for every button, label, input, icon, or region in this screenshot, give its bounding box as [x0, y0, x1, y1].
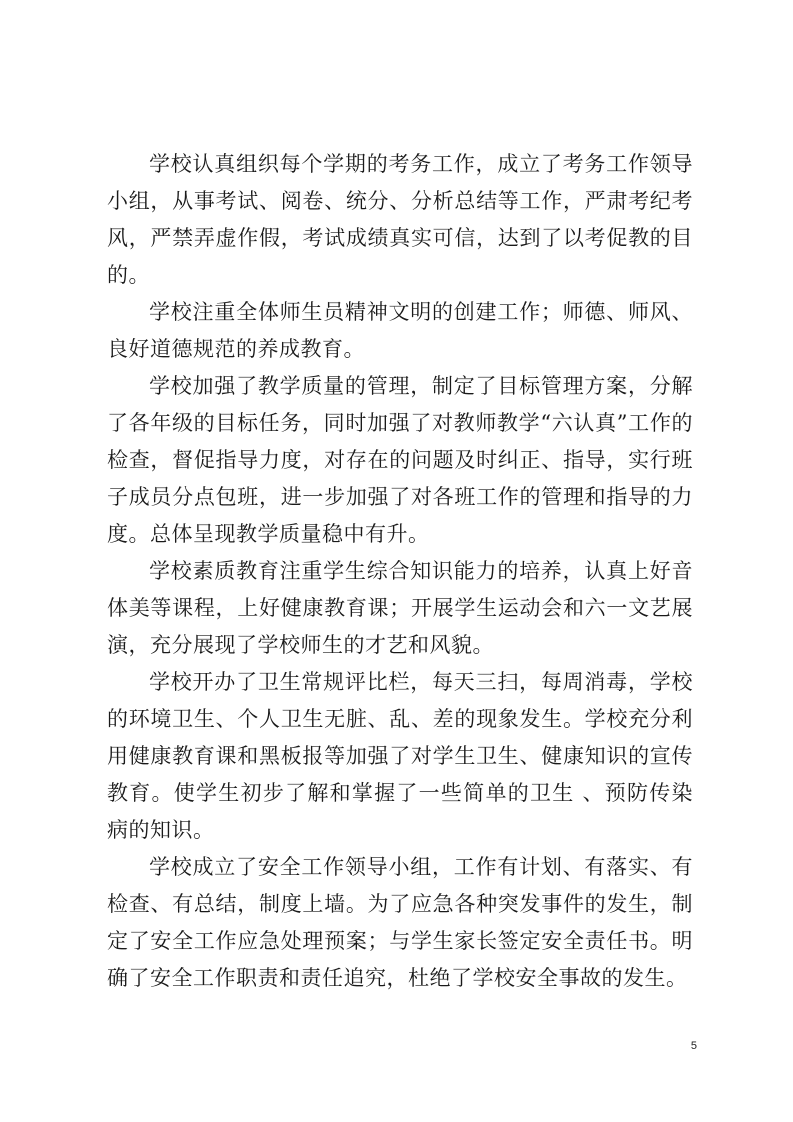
page-number: 5	[690, 1040, 697, 1052]
document-body	[107, 146, 693, 997]
paragraph-safety: 学校成立了安全工作领导小组，工作有计划、有落实、有检查、有总结，制度上墙。为了应急各种突发事件的发生，制定了安全工作应急处理预案；与学生家长签定安全责任书。明确了安全工作职责和责任追究，杜绝了学校安全事故的发生。	[107, 855, 693, 990]
paragraph-spiritual-civilization: 学校注重全体师生员精神文明的创建工作；师德、师风、良好道德规范的养成教育。	[107, 300, 693, 361]
paragraph-quality-education: 学校素质教育注重学生综合知识能力的培养，认真上好音体美等课程，上好健康教育课；开展学生运动会和六一文艺展演，充分展现了学校师生的才艺和风貌。	[107, 559, 693, 657]
paragraph-exam-affairs: 学校认真组织每个学期的考务工作，成立了考务工作领导小组，从事考试、阅卷、统分、分析总结等工作，严肃考纪考风，严禁弄虚作假，考试成绩真实可信，达到了以考促教的目的。	[107, 152, 693, 287]
paragraph-teaching-quality: 学校加强了教学质量的管理，制定了目标管理方案，分解了各年级的目标任务，同时加强了对教师教学“六认真”工作的检查，督促指导力度，对存在的问题及时纠正、指导，实行班子成员分点包班，进一步加强了对各班工作的管理和指导的力度。总体呈现教学质量稳中有升。	[107, 374, 693, 546]
paragraph-hygiene: 学校开办了卫生常规评比栏，每天三扫，每周消毒，学校的环境卫生、个人卫生无脏、乱、差的现象发生。学校充分利用健康教育课和黑板报等加强了对学生卫生、健康知识的宣传教育。使学生初步了解和掌握了一些简单的卫生 、预防传染病的知识。	[107, 670, 693, 842]
